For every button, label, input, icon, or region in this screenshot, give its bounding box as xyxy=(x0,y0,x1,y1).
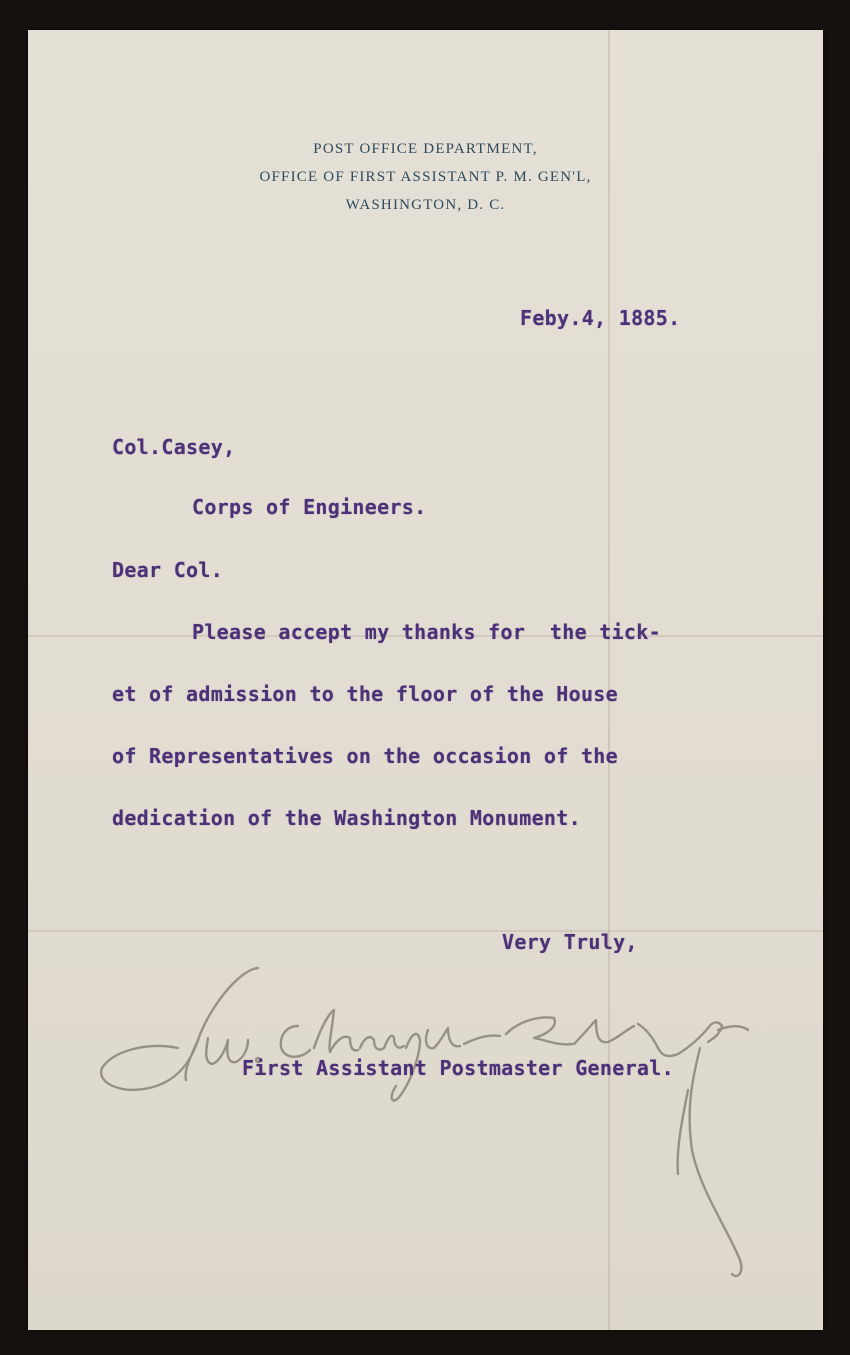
addressee: Col.Casey, xyxy=(112,435,236,459)
letter-page xyxy=(28,30,823,1330)
letter-date: Feby.4, 1885. xyxy=(520,306,681,330)
body-line: et of admission to the floor of the House xyxy=(112,682,618,706)
closing: Very Truly, xyxy=(502,930,638,954)
letterhead xyxy=(28,135,823,219)
handwritten-signature xyxy=(88,930,808,1290)
body-line: dedication of the Washington Monument. xyxy=(112,806,581,830)
letterhead-line: POST OFFICE DEPARTMENT, xyxy=(313,141,538,157)
body-line: of Representatives on the occasion of the xyxy=(112,744,618,768)
addressee-organization: Corps of Engineers. xyxy=(192,495,427,519)
letterhead-line: OFFICE OF FIRST ASSISTANT P. M. GEN'L, xyxy=(259,169,592,185)
body-line: Please accept my thanks for the tick- xyxy=(192,620,661,644)
letterhead-line: WASHINGTON, D. C. xyxy=(345,197,506,213)
salutation: Dear Col. xyxy=(112,558,224,582)
signer-title: First Assistant Postmaster General. xyxy=(242,1056,674,1080)
